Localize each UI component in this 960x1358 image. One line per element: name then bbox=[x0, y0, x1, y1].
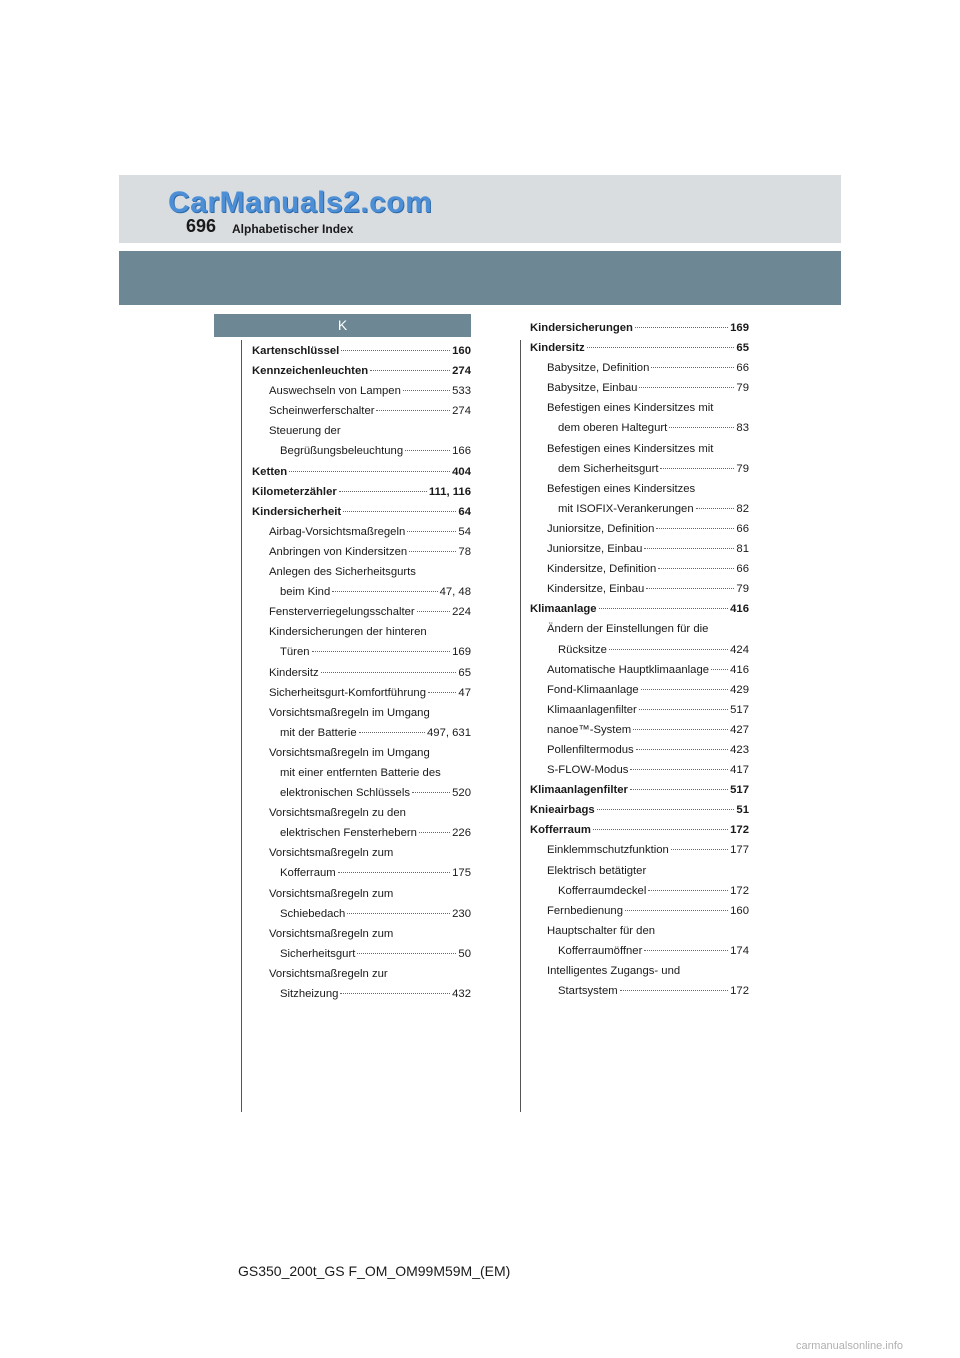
leader-dots bbox=[620, 990, 729, 991]
leader-dots bbox=[597, 809, 735, 810]
index-entry bbox=[530, 921, 749, 941]
index-entry-text: nanoe™-System bbox=[547, 723, 632, 736]
index-entry-text: Klimaanlagenfilter bbox=[547, 703, 637, 716]
leader-dots bbox=[696, 508, 735, 509]
leader-dots bbox=[428, 692, 456, 693]
index-entry-text: Juniorsitze, Definition bbox=[547, 522, 655, 535]
index-entry-text: dem oberen Haltegurt bbox=[558, 422, 668, 435]
index-entry bbox=[252, 421, 471, 441]
index-entry bbox=[252, 361, 471, 381]
index-entry bbox=[252, 522, 471, 542]
index-entry-text: Klimaanlage bbox=[530, 603, 597, 616]
index-entry-page: 226 bbox=[452, 827, 471, 840]
index-entry-page: 79 bbox=[736, 583, 749, 596]
leader-dots bbox=[658, 568, 734, 569]
index-entry-text: Vorsichtsmaßregeln zum bbox=[269, 887, 394, 900]
index-entry-page: 65 bbox=[458, 666, 471, 679]
index-entry bbox=[252, 904, 471, 924]
index-entry bbox=[530, 499, 749, 519]
index-entry-text: Intelligentes Zugangs- und bbox=[547, 965, 681, 977]
index-entry-text: Hauptschalter für den bbox=[547, 924, 656, 937]
index-entry bbox=[252, 763, 471, 783]
index-entry-text: Befestigen eines Kindersitzes mit bbox=[547, 442, 714, 455]
index-entry bbox=[530, 881, 749, 901]
leader-dots bbox=[644, 950, 728, 951]
leader-dots bbox=[609, 649, 728, 650]
index-entry-page: 47 bbox=[458, 686, 471, 699]
index-entry-text: Sicherheitsgurt bbox=[280, 947, 356, 960]
leader-dots bbox=[403, 390, 450, 391]
index-entry-text: Sitzheizung bbox=[280, 988, 339, 1000]
index-entry-page: 172 bbox=[730, 985, 749, 998]
index-entry-text: beim Kind bbox=[280, 586, 331, 599]
leader-dots bbox=[639, 387, 734, 388]
leader-dots bbox=[339, 491, 427, 492]
index-entry-text: Kindersitz bbox=[269, 666, 319, 679]
leader-dots bbox=[711, 669, 728, 670]
index-entry-page: 520 bbox=[452, 787, 471, 800]
index-entry-text: Anbringen von Kindersitzen bbox=[269, 545, 408, 558]
index-entry-text: elektrischen Fensterhebern bbox=[280, 827, 417, 840]
leader-dots bbox=[630, 789, 728, 790]
leader-dots bbox=[633, 729, 728, 730]
leader-dots bbox=[412, 792, 450, 793]
index-entry bbox=[530, 378, 749, 398]
index-entry bbox=[530, 901, 749, 921]
index-entry bbox=[530, 358, 749, 378]
index-entry-text: Kartenschlüssel bbox=[252, 345, 340, 357]
index-entry-page: 51 bbox=[736, 804, 749, 817]
index-entry-page: 517 bbox=[730, 703, 749, 716]
index-entry bbox=[530, 680, 749, 700]
leader-dots bbox=[321, 672, 457, 673]
index-entry bbox=[252, 642, 471, 662]
index-entry bbox=[530, 861, 749, 881]
index-entry bbox=[252, 723, 471, 743]
index-entry bbox=[252, 984, 471, 1004]
index-entry bbox=[530, 459, 749, 479]
leader-dots bbox=[646, 588, 734, 589]
index-entry-text: Einklemmschutzfunktion bbox=[547, 844, 669, 857]
index-entry bbox=[530, 840, 749, 860]
leader-dots bbox=[587, 347, 735, 348]
leader-dots bbox=[370, 370, 450, 371]
index-entry-page: 497, 631 bbox=[427, 726, 471, 739]
index-entry bbox=[530, 418, 749, 438]
section-letter-bar: K bbox=[214, 314, 471, 337]
index-entry-text: Kindersitze, Definition bbox=[547, 563, 657, 576]
index-entry bbox=[252, 582, 471, 602]
index-entry bbox=[530, 539, 749, 559]
index-entry bbox=[530, 519, 749, 539]
index-entry-page: 111, 116 bbox=[428, 485, 471, 498]
index-entry bbox=[252, 502, 471, 522]
index-entry-text: Knieairbags bbox=[530, 804, 595, 817]
index-entry bbox=[530, 760, 749, 780]
index-entry-text: Befestigen eines Kindersitzes bbox=[547, 482, 696, 495]
index-entry bbox=[530, 318, 749, 338]
index-entry bbox=[252, 663, 471, 683]
index-entry-page: 66 bbox=[736, 522, 749, 535]
index-entry bbox=[252, 602, 471, 622]
index-column-right bbox=[530, 318, 749, 1001]
index-entry bbox=[252, 542, 471, 562]
leader-dots bbox=[359, 732, 425, 733]
leader-dots bbox=[671, 849, 728, 850]
index-entry-text: Vorsichtsmaßregeln zu den bbox=[269, 807, 406, 820]
leader-dots bbox=[376, 410, 450, 411]
index-entry bbox=[530, 961, 749, 981]
column-rule-right bbox=[520, 340, 521, 1112]
index-entry bbox=[252, 381, 471, 401]
index-entry-page: 429 bbox=[730, 683, 749, 696]
index-entry bbox=[530, 981, 749, 1001]
index-entry bbox=[252, 683, 471, 703]
index-entry-page: 177 bbox=[730, 844, 749, 857]
index-entry-text: Auswechseln von Lampen bbox=[269, 385, 401, 398]
index-entry-text: Türen bbox=[280, 646, 310, 659]
index-entry-page: 517 bbox=[730, 784, 749, 797]
index-entry-page: 82 bbox=[736, 502, 749, 515]
index-entry-text: Ketten bbox=[252, 465, 288, 478]
index-entry-page: 50 bbox=[458, 947, 471, 960]
index-entry bbox=[530, 479, 749, 499]
index-entry bbox=[530, 599, 749, 619]
leader-dots bbox=[593, 829, 728, 830]
index-entry-text: Startsystem bbox=[558, 985, 618, 998]
leader-dots bbox=[656, 528, 734, 529]
page-number: 696 bbox=[186, 216, 217, 236]
index-entry-page: 533 bbox=[452, 385, 471, 398]
index-entry bbox=[530, 398, 749, 418]
leader-dots bbox=[419, 832, 450, 833]
leader-dots bbox=[338, 872, 450, 873]
watermark-logo: CarManuals2.com bbox=[168, 186, 433, 219]
running-head: Alphabetischer Index bbox=[232, 222, 354, 236]
index-entry-text: Automatische Hauptklimaanlage bbox=[547, 663, 710, 676]
index-entry-page: 274 bbox=[452, 365, 471, 378]
index-entry-text: mit einer entfernten Batterie des bbox=[280, 766, 441, 779]
index-entry bbox=[252, 783, 471, 803]
index-entry-text: Rücksitze bbox=[558, 643, 607, 656]
index-entry-page: 81 bbox=[736, 543, 749, 556]
index-entry-text: Sicherheitsgurt-Komfortführung bbox=[269, 686, 426, 699]
index-entry-text: mit der Batterie bbox=[280, 726, 357, 739]
index-entry-text: S-FLOW-Modus bbox=[547, 764, 629, 777]
index-entry-page: 47, 48 bbox=[439, 586, 471, 599]
index-entry-page: 274 bbox=[452, 405, 471, 418]
index-entry-page: 172 bbox=[730, 824, 749, 837]
index-entry bbox=[530, 780, 749, 800]
leader-dots bbox=[639, 709, 728, 710]
index-entry-page: 424 bbox=[730, 643, 749, 656]
index-entry-page: 160 bbox=[730, 904, 749, 917]
index-entry-page: 66 bbox=[736, 563, 749, 576]
leader-dots bbox=[660, 468, 734, 469]
index-entry-text: Befestigen eines Kindersitzes mit bbox=[547, 402, 714, 415]
index-entry bbox=[252, 482, 471, 502]
index-entry-page: 160 bbox=[452, 345, 471, 357]
index-entry-page: 224 bbox=[452, 606, 471, 619]
index-entry-page: 78 bbox=[458, 545, 471, 558]
index-entry-text: Vorsichtsmaßregeln zum bbox=[269, 847, 394, 860]
index-entry-text: Klimaanlagenfilter bbox=[530, 784, 628, 797]
leader-dots bbox=[669, 427, 734, 428]
index-entry-page: 166 bbox=[452, 445, 471, 458]
index-entry bbox=[252, 823, 471, 843]
index-entry-text: Kofferraumdeckel bbox=[558, 884, 647, 897]
index-entry bbox=[530, 720, 749, 740]
index-entry-page: 174 bbox=[730, 944, 749, 957]
leader-dots bbox=[644, 548, 734, 549]
index-entry bbox=[530, 740, 749, 760]
index-entry bbox=[252, 462, 471, 482]
column-rule-left bbox=[241, 340, 242, 1112]
footer-model-code: GS350_200t_GS F_OM_OM99M59M_(EM) bbox=[238, 1263, 511, 1279]
index-entry-text: Anlegen des Sicherheitsgurts bbox=[269, 566, 416, 579]
index-entry-text: Ändern der Einstellungen für die bbox=[547, 623, 709, 636]
index-entry-text: Steuerung der bbox=[269, 425, 341, 438]
index-entry-page: 79 bbox=[736, 382, 749, 395]
index-entry bbox=[252, 743, 471, 763]
index-entry-text: Kofferraum bbox=[530, 824, 591, 837]
leader-dots bbox=[343, 511, 456, 512]
index-entry-text: Kofferraumöffner bbox=[558, 944, 643, 957]
leader-dots bbox=[599, 608, 729, 609]
header-color-band bbox=[119, 251, 841, 305]
index-entry bbox=[252, 884, 471, 904]
index-entry-text: Kindersicherheit bbox=[252, 505, 342, 518]
index-entry bbox=[252, 944, 471, 964]
leader-dots bbox=[312, 651, 451, 652]
leader-dots bbox=[651, 367, 734, 368]
index-entry-page: 169 bbox=[730, 322, 749, 334]
index-entry bbox=[252, 924, 471, 944]
index-entry bbox=[252, 401, 471, 421]
leader-dots bbox=[417, 611, 450, 612]
leader-dots bbox=[635, 327, 728, 328]
index-entry-text: mit ISOFIX-Verankerungen bbox=[558, 502, 694, 515]
index-entry-text: dem Sicherheitsgurt bbox=[558, 462, 659, 475]
index-entry bbox=[252, 441, 471, 461]
index-entry bbox=[252, 622, 471, 642]
index-entry bbox=[530, 619, 749, 639]
leader-dots bbox=[641, 689, 728, 690]
index-entry-text: Kennzeichenleuchten bbox=[252, 365, 369, 378]
index-entry bbox=[530, 700, 749, 720]
index-entry-text: Pollenfiltermodus bbox=[547, 743, 634, 756]
index-entry-text: Kindersitz bbox=[530, 342, 585, 355]
leader-dots bbox=[347, 913, 450, 914]
index-entry bbox=[530, 660, 749, 680]
index-entry-text: Kilometerzähler bbox=[252, 485, 337, 498]
index-entry bbox=[530, 640, 749, 660]
index-entry-text: Begrüßungsbeleuchtung bbox=[280, 445, 404, 458]
leader-dots bbox=[341, 350, 450, 351]
leader-dots bbox=[636, 749, 728, 750]
index-entry bbox=[252, 843, 471, 863]
index-entry bbox=[252, 863, 471, 883]
leader-dots bbox=[340, 993, 450, 994]
index-column-left bbox=[252, 341, 471, 1004]
index-entry bbox=[252, 964, 471, 984]
index-entry-page: 172 bbox=[730, 884, 749, 897]
index-entry-page: 427 bbox=[730, 723, 749, 736]
leader-dots bbox=[289, 471, 450, 472]
index-entry-page: 404 bbox=[452, 465, 471, 478]
index-entry-page: 169 bbox=[452, 646, 471, 659]
index-entry-page: 79 bbox=[736, 462, 749, 475]
index-entry-text: Kindersitze, Einbau bbox=[547, 583, 645, 596]
leader-dots bbox=[409, 551, 456, 552]
leader-dots bbox=[357, 953, 456, 954]
index-entry bbox=[530, 941, 749, 961]
index-entry-page: 54 bbox=[458, 525, 471, 538]
index-entry-text: Fensterverriegelungsschalter bbox=[269, 606, 415, 619]
index-entry-text: Babysitze, Einbau bbox=[547, 382, 638, 395]
index-entry-text: elektronischen Schlüssels bbox=[280, 787, 410, 800]
index-entry-page: 66 bbox=[736, 362, 749, 375]
index-entry-page: 416 bbox=[730, 603, 749, 616]
index-entry-text: Babysitze, Definition bbox=[547, 362, 650, 375]
index-entry-text: Airbag-Vorsichtsmaßregeln bbox=[269, 525, 406, 538]
index-entry-text: Fernbedienung bbox=[547, 904, 624, 917]
index-entry bbox=[252, 803, 471, 823]
index-entry-page: 83 bbox=[736, 422, 749, 435]
index-entry-text: Elektrisch betätigter bbox=[547, 864, 647, 877]
leader-dots bbox=[648, 890, 728, 891]
leader-dots bbox=[405, 450, 450, 451]
index-entry-text: Kindersicherungen der hinteren bbox=[269, 626, 427, 639]
index-entry-page: 65 bbox=[736, 342, 749, 355]
index-entry-page: 175 bbox=[452, 867, 471, 880]
index-entry bbox=[530, 439, 749, 459]
index-entry bbox=[530, 559, 749, 579]
index-entry-page: 432 bbox=[452, 988, 471, 1000]
index-entry bbox=[252, 703, 471, 723]
index-entry-text: Scheinwerferschalter bbox=[269, 405, 375, 418]
index-entry-text: Kofferraum bbox=[280, 867, 336, 880]
index-entry bbox=[252, 562, 471, 582]
index-entry-page: 423 bbox=[730, 743, 749, 756]
index-entry-text: Schiebedach bbox=[280, 907, 346, 920]
index-entry bbox=[530, 820, 749, 840]
index-entry-text: Kindersicherungen bbox=[530, 322, 633, 334]
index-entry bbox=[530, 579, 749, 599]
index-entry-page: 417 bbox=[730, 764, 749, 777]
index-entry-page: 416 bbox=[730, 663, 749, 676]
index-entry-text: Vorsichtsmaßregeln zur bbox=[269, 967, 388, 980]
index-entry-text: Fond-Klimaanlage bbox=[547, 683, 639, 696]
index-entry-text: Vorsichtsmaßregeln zum bbox=[269, 927, 394, 940]
leader-dots bbox=[630, 769, 728, 770]
leader-dots bbox=[407, 531, 456, 532]
index-entry-page: 230 bbox=[452, 907, 471, 920]
index-entry bbox=[252, 341, 471, 361]
leader-dots bbox=[332, 591, 437, 592]
leader-dots bbox=[625, 910, 728, 911]
bottom-watermark: carmanualsonline.info bbox=[796, 1340, 904, 1352]
index-entry-text: Vorsichtsmaßregeln im Umgang bbox=[269, 746, 430, 759]
index-entry-text: Juniorsitze, Einbau bbox=[547, 543, 643, 556]
index-entry bbox=[530, 338, 749, 358]
index-entry-page: 64 bbox=[458, 505, 471, 518]
index-entry bbox=[530, 800, 749, 820]
index-entry-text: Vorsichtsmaßregeln im Umgang bbox=[269, 706, 430, 719]
